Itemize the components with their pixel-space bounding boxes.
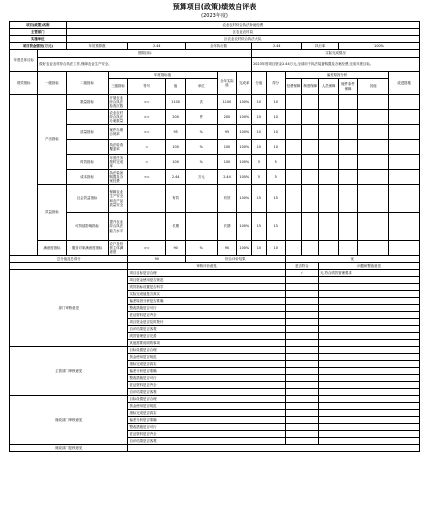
review-note-blank xyxy=(319,396,420,403)
review-check-blank xyxy=(285,382,319,389)
review-check-blank xyxy=(285,298,319,305)
actual-cell: 1100 xyxy=(217,95,237,110)
table-row xyxy=(10,95,420,110)
analysis-cell xyxy=(339,185,358,213)
review-note-blank xyxy=(319,361,420,368)
l2-cell xyxy=(66,140,108,155)
review-item: 绩效指标设置是否科学 xyxy=(128,284,285,291)
table-row xyxy=(10,347,420,354)
budget-col1-label: 年初预算数 xyxy=(66,43,128,50)
form-year: (2023年度) xyxy=(201,13,228,19)
review-note-blank xyxy=(319,403,420,410)
review-item: 项目资金使用是否规范 xyxy=(128,277,285,284)
l3-cell: 农业农村综合执法办案数量 xyxy=(108,110,128,125)
op-cell: <= xyxy=(128,170,166,185)
rate-cell: 100% xyxy=(237,170,252,185)
review-check-blank xyxy=(285,403,319,410)
l1-output: 产出指标 xyxy=(38,95,66,185)
rate-header: 完成率 xyxy=(237,72,252,95)
review-check-blank xyxy=(285,389,319,396)
val-header: 值 xyxy=(166,79,186,95)
unit-cell xyxy=(186,213,217,241)
analysis-cell xyxy=(389,155,420,170)
indicator-group: 绩效指标 xyxy=(10,72,38,95)
analysis-cell xyxy=(357,95,388,110)
analysis-cell xyxy=(357,125,388,140)
a3-header: 人员保障 xyxy=(319,79,339,95)
review-note-blank xyxy=(319,333,420,340)
actual-label: 实际完成情况 xyxy=(252,50,420,58)
review-note-blank xyxy=(319,319,420,326)
analysis-cell xyxy=(302,110,319,125)
review-check-blank xyxy=(285,361,319,368)
analysis-cell xyxy=(339,110,358,125)
review-item: 项目目标是否合理 xyxy=(128,270,285,277)
review-check-blank xyxy=(285,305,319,312)
l2-cell xyxy=(66,110,108,125)
review-check-blank xyxy=(285,340,319,347)
op-header: 符号 xyxy=(128,79,166,95)
actual-cell: 200 xyxy=(217,110,237,125)
l2-cell: 质量指标 xyxy=(66,125,108,140)
review-item: 佐证资料是否齐全 xyxy=(128,312,285,319)
analysis-cell xyxy=(319,110,339,125)
table-row xyxy=(10,22,420,29)
l3-cell: 开展农业综合执法检查次数 xyxy=(108,95,128,110)
measures-header: 改进措施 xyxy=(389,72,420,95)
got-cell: 10 xyxy=(266,95,285,110)
l2-cell: 数量指标 xyxy=(66,95,108,110)
got-cell: 15 xyxy=(266,213,285,241)
op-cell xyxy=(128,213,166,241)
analysis-cell xyxy=(302,185,319,213)
review-check-blank xyxy=(285,368,319,375)
final-review-blank xyxy=(128,445,420,452)
l3-header: 三级指标 xyxy=(108,79,128,95)
rate-cell: 100% xyxy=(237,185,252,213)
expected-text: 做好农业农村综合执法工作,保障农业生产安全。 xyxy=(38,58,252,72)
review-check-blank xyxy=(285,277,319,284)
score-cell: 10 xyxy=(252,110,267,125)
l2-cell: 成本指标 xyxy=(66,170,108,185)
review-check-blank xyxy=(285,312,319,319)
analysis-cell xyxy=(339,170,358,185)
review-item: 实际完成值是否真实 xyxy=(128,291,285,298)
analysis-cell xyxy=(357,170,388,185)
review-note-blank xyxy=(319,305,420,312)
project-name: 农业农村综合执法补助经费 xyxy=(66,22,419,29)
analysis-cell xyxy=(302,241,319,256)
review-item: 自评结果是否客观 xyxy=(128,438,285,445)
rate-cell: 100% xyxy=(237,125,252,140)
review-note-blank xyxy=(319,340,420,347)
op-cell: >= xyxy=(128,95,166,110)
review-note: 无,符合绩效管理要求 xyxy=(319,270,420,277)
review-note-blank xyxy=(319,354,420,361)
review-note-blank xyxy=(319,368,420,375)
review-item: 指标完成是否真实 xyxy=(128,410,285,417)
form-title: 预算项目(政策)绩效自评表 xyxy=(172,3,257,11)
review-item: 目标设置是否合理 xyxy=(128,347,285,354)
rate-cell: 100% xyxy=(237,213,252,241)
unit-cell: 次 xyxy=(186,95,217,110)
review-item: 资金使用是否规范 xyxy=(128,354,285,361)
review-item: 自评结果是否客观 xyxy=(128,389,285,396)
review-section-label: 主管部门审核意见 xyxy=(10,347,128,396)
budget-col3-label: 执行率 xyxy=(302,43,339,50)
review-note-blank xyxy=(319,291,420,298)
budget-col1: 2.44 xyxy=(128,43,186,50)
budget-col2: 2.44 xyxy=(252,43,302,50)
l2-cell: 社会效益指标 xyxy=(66,185,108,213)
unit-cell: % xyxy=(186,155,217,170)
analysis-cell xyxy=(339,241,358,256)
analysis-cell xyxy=(357,140,388,155)
table-row xyxy=(10,125,420,140)
val-cell: 1100 xyxy=(166,95,186,110)
rate-cell: 100% xyxy=(237,140,252,155)
expected-label: 预期目标 xyxy=(38,50,252,58)
review-note-blank xyxy=(319,438,420,445)
review-check-blank xyxy=(285,431,319,438)
analysis-cell xyxy=(319,155,339,170)
review-item: 指标完成是否真实 xyxy=(128,361,285,368)
analysis-cell xyxy=(319,185,339,213)
op-cell: >= xyxy=(128,110,166,125)
review-item: 佐证资料是否齐全 xyxy=(128,431,285,438)
analysis-cell xyxy=(339,213,358,241)
analysis-cell xyxy=(302,140,319,155)
target-group: 年度指标值 xyxy=(108,72,217,79)
dept-value: 区农业农村局 xyxy=(66,29,419,36)
l3-cell: 执法装备购置及办案经费 xyxy=(108,170,128,185)
review-note-blank xyxy=(319,375,420,382)
review-col2: 是否符合 xyxy=(285,263,319,270)
review-check-blank xyxy=(285,284,319,291)
got-cell: 10 xyxy=(266,110,285,125)
actual-cell: 100 xyxy=(217,155,237,170)
actual-cell: 有效 xyxy=(217,185,237,213)
totals-rate: 优 xyxy=(285,256,419,263)
review-note-blank xyxy=(319,284,420,291)
op-cell: = xyxy=(128,140,166,155)
table-row xyxy=(10,72,420,79)
score-cell: 5 xyxy=(252,155,267,170)
val-cell: 2.44 xyxy=(166,170,186,185)
table-row xyxy=(10,213,420,241)
review-item: 偏差分析是否准确 xyxy=(128,368,285,375)
unit-cell xyxy=(186,185,217,213)
op-cell xyxy=(128,185,166,213)
review-item: 项目资金是否及时拨付 xyxy=(128,319,285,326)
analysis-cell xyxy=(285,95,302,110)
review-check-blank xyxy=(285,326,319,333)
analysis-cell xyxy=(319,170,339,185)
l3-cell: 保障农业生产安全和农产品质量安全 xyxy=(108,185,128,213)
review-note-blank xyxy=(319,298,420,305)
budget-label: 项目资金情况(万元) xyxy=(10,43,67,50)
analysis-cell xyxy=(285,170,302,185)
review-blank xyxy=(10,263,128,270)
got-cell: 5 xyxy=(266,170,285,185)
analysis-cell xyxy=(339,140,358,155)
val-cell: 长期 xyxy=(166,213,186,241)
review-note-blank xyxy=(319,410,420,417)
got-cell: 5 xyxy=(266,155,285,170)
review-check-blank xyxy=(285,333,319,340)
review-check-blank xyxy=(285,291,319,298)
a5-header: 其他 xyxy=(357,79,388,95)
score-cell: 10 xyxy=(252,125,267,140)
review-check-blank xyxy=(285,424,319,431)
analysis-cell xyxy=(285,213,302,241)
review-item: 佐证资料是否齐全 xyxy=(128,382,285,389)
l3-cell: 年度任务按时完成率 xyxy=(108,155,128,170)
analysis-cell xyxy=(389,185,420,213)
totals-rate-label: 综合评价结果 xyxy=(186,256,286,263)
got-cell: 10 xyxy=(266,125,285,140)
analysis-cell xyxy=(302,125,319,140)
table-row xyxy=(10,50,420,58)
op-cell: >= xyxy=(128,241,166,256)
analysis-cell xyxy=(285,185,302,213)
unit-cell: 件 xyxy=(186,110,217,125)
analysis-cell xyxy=(319,241,339,256)
table-row xyxy=(10,43,420,50)
unit-cell: % xyxy=(186,125,217,140)
analysis-cell xyxy=(389,140,420,155)
actual-cell: 95 xyxy=(217,125,237,140)
totals-score: 90 xyxy=(128,256,186,263)
review-check-blank xyxy=(285,410,319,417)
val-cell: 有效 xyxy=(166,185,186,213)
unit-header: 单位 xyxy=(186,79,217,95)
l3-cell: 农户及经营主体满意度 xyxy=(108,241,128,256)
review-section-label: 财政部门审核意见 xyxy=(10,396,128,445)
score-cell: 15 xyxy=(252,185,267,213)
rate-cell: 100% xyxy=(237,110,252,125)
l2-cell: 服务对象满意度指标 xyxy=(66,241,108,256)
val-cell: 200 xyxy=(166,110,186,125)
review-col3: 问题和整改意见 xyxy=(319,263,420,270)
final-review-label: 财政部门复核意见 xyxy=(10,445,128,452)
op-cell: >= xyxy=(128,125,166,140)
a2-header: 制度保障 xyxy=(302,79,319,95)
table-row xyxy=(10,58,420,72)
budget-col3: 100% xyxy=(339,43,420,50)
table-row xyxy=(10,36,420,43)
analysis-cell xyxy=(389,110,420,125)
table-row xyxy=(10,29,420,36)
analysis-cell xyxy=(302,95,319,110)
evaluation-table xyxy=(9,21,420,452)
review-check-blank xyxy=(285,396,319,403)
review-col1: 审核评价意见 xyxy=(128,263,285,270)
review-note-blank xyxy=(319,431,420,438)
analysis-cell xyxy=(357,155,388,170)
review-check-blank xyxy=(285,319,319,326)
got-cell: 10 xyxy=(266,241,285,256)
l1-effect: 效益指标 xyxy=(38,185,66,241)
table-row xyxy=(10,256,420,263)
review-note-blank xyxy=(319,347,420,354)
l2-header: 二级指标 xyxy=(66,72,108,95)
review-note-blank xyxy=(319,389,420,396)
l3-cell: 案件办理合规率 xyxy=(108,125,128,140)
project-name-label: 项目(政策)名称 xyxy=(10,22,67,29)
analysis-cell xyxy=(357,185,388,213)
table-row xyxy=(10,241,420,256)
unit-value: 区农业农村综合执法大队 xyxy=(66,36,419,43)
indicator-side-blank xyxy=(10,95,38,256)
analysis-cell xyxy=(389,170,420,185)
score-cell: 10 xyxy=(252,95,267,110)
l2-cell: 可持续影响指标 xyxy=(66,213,108,241)
analysis-cell xyxy=(319,213,339,241)
a1-header: 经费保障 xyxy=(285,79,302,95)
review-item: 目标设置是否合理 xyxy=(128,396,285,403)
actual-cell: 100 xyxy=(217,140,237,155)
actual-cell: 长期 xyxy=(217,213,237,241)
review-check-blank xyxy=(285,417,319,424)
review-item: 绩效管理是否完善 xyxy=(128,333,285,340)
review-item: 偏差分析是否准确 xyxy=(128,417,285,424)
analysis-cell xyxy=(285,140,302,155)
review-note-blank xyxy=(319,326,420,333)
analysis-cell xyxy=(339,155,358,170)
analysis-cell xyxy=(285,110,302,125)
val-cell: 90 xyxy=(166,241,186,256)
l3-cell: 提升农业综合执法能力水平 xyxy=(108,213,128,241)
analysis-cell xyxy=(285,125,302,140)
review-note-blank xyxy=(319,424,420,431)
score-header: 分值 xyxy=(252,72,267,95)
table-row xyxy=(10,140,420,155)
budget-col2-label: 全年执行数 xyxy=(186,43,252,50)
review-item: 资金使用是否规范 xyxy=(128,403,285,410)
l1-header: 一级指标 xyxy=(38,72,66,95)
actual-text: 2023年度项目资金2.44万元,全部用于执法装备购置及办案经费,完成年度目标。 xyxy=(252,58,420,72)
review-note-blank xyxy=(319,382,420,389)
val-cell: 100 xyxy=(166,140,186,155)
table-row xyxy=(10,110,420,125)
analysis-cell xyxy=(302,213,319,241)
review-check-blank xyxy=(285,438,319,445)
table-row xyxy=(10,263,420,270)
review-item: 整改措施是否可行 xyxy=(128,375,285,382)
score-cell: 15 xyxy=(252,213,267,241)
dept-label: 主管部门 xyxy=(10,29,67,36)
score-cell: 5 xyxy=(252,170,267,185)
analysis-cell xyxy=(389,213,420,241)
table-row xyxy=(10,396,420,403)
op-cell: = xyxy=(128,155,166,170)
analysis-cell xyxy=(302,170,319,185)
val-cell: 95 xyxy=(166,125,186,140)
table-row xyxy=(10,445,420,452)
score-cell: 10 xyxy=(252,241,267,256)
analysis-cell xyxy=(319,95,339,110)
unit-label: 实施单位 xyxy=(10,36,67,43)
goals-label: 年度总体目标 xyxy=(10,50,38,72)
table-row xyxy=(10,270,420,277)
review-note-blank xyxy=(319,417,420,424)
review-check-blank xyxy=(285,347,319,354)
val-cell: 100 xyxy=(166,155,186,170)
got-cell: 10 xyxy=(266,140,285,155)
analysis-cell xyxy=(285,241,302,256)
analysis-cell xyxy=(285,155,302,170)
review-item: 整改措施是否可行 xyxy=(128,424,285,431)
analysis-cell xyxy=(339,125,358,140)
review-check-blank xyxy=(285,375,319,382)
table-row xyxy=(10,155,420,170)
analysis-cell xyxy=(302,155,319,170)
rate-cell: 100% xyxy=(237,241,252,256)
review-note-blank xyxy=(319,277,420,284)
l3-cell: 执法检查覆盖率 xyxy=(108,140,128,155)
analysis-cell xyxy=(357,110,388,125)
unit-cell: 万元 xyxy=(186,170,217,185)
analysis-cell xyxy=(357,213,388,241)
analysis-cell xyxy=(339,95,358,110)
got-cell: 15 xyxy=(266,185,285,213)
review-item: 整改措施是否可行 xyxy=(128,305,285,312)
unit-cell: % xyxy=(186,140,217,155)
actual-header: 全年实际值 xyxy=(217,72,237,95)
review-check-blank xyxy=(285,354,319,361)
got-header: 得分 xyxy=(266,72,285,95)
review-check: ✓ xyxy=(285,270,319,277)
actual-cell: 2.44 xyxy=(217,170,237,185)
rate-cell: 100% xyxy=(237,95,252,110)
analysis-cell xyxy=(357,241,388,256)
review-note-blank xyxy=(319,312,420,319)
analysis-cell xyxy=(319,140,339,155)
totals-label: 总分值及总得分 xyxy=(10,256,128,263)
actual-cell: 90 xyxy=(217,241,237,256)
l2-cell: 时效指标 xyxy=(66,155,108,170)
a4-header: 硬件条件保障 xyxy=(339,79,358,95)
analysis-group: 偏差原因分析 xyxy=(285,72,389,79)
review-section-label: 部门审核意见 xyxy=(10,270,128,347)
table-row xyxy=(10,170,420,185)
review-item: 自评结果是否客观 xyxy=(128,326,285,333)
rate-cell: 100% xyxy=(237,155,252,170)
analysis-cell xyxy=(319,125,339,140)
l1-satisfaction: 满意度指标 xyxy=(38,241,66,256)
review-item: 其他需要说明的事项 xyxy=(128,340,285,347)
score-cell: 10 xyxy=(252,140,267,155)
review-item: 偏差原因分析是否准确 xyxy=(128,298,285,305)
analysis-cell xyxy=(389,95,420,110)
analysis-cell xyxy=(389,125,420,140)
unit-cell: % xyxy=(186,241,217,256)
table-row xyxy=(10,185,420,213)
analysis-cell xyxy=(389,241,420,256)
